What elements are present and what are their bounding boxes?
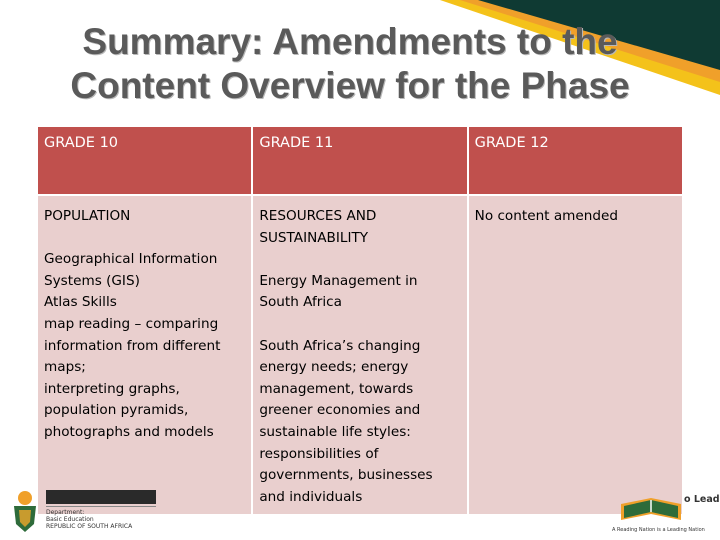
header-grade-12: GRADE 12 bbox=[468, 126, 683, 195]
grade-10-line: photographs and models bbox=[44, 423, 214, 440]
grade-10-line: map reading – comparing bbox=[44, 315, 219, 332]
grade-10-line: interpreting graphs, bbox=[44, 380, 180, 397]
page-title bbox=[20, 20, 680, 108]
grade-10-line: maps; bbox=[44, 359, 86, 376]
grade-10-line: population pyramids, bbox=[44, 402, 189, 419]
grade-11-cell bbox=[252, 195, 467, 515]
grade-12-text: No content amended bbox=[474, 208, 619, 224]
reading-nation-logo bbox=[606, 490, 720, 536]
department-logo bbox=[8, 488, 168, 536]
grade-11-line: energy needs; energy bbox=[259, 359, 409, 376]
grade-10-line: Systems (GIS) bbox=[44, 272, 140, 289]
grade-10-heading: POPULATION bbox=[44, 208, 131, 224]
partial-slogan-text: o Lead bbox=[684, 494, 720, 505]
grade-11-line: and individuals bbox=[259, 488, 363, 505]
dept-line-3: REPUBLIC OF SOUTH AFRICA bbox=[46, 523, 133, 530]
grade-10-line: Atlas Skills bbox=[44, 294, 117, 311]
grade-11-line: greener economies and bbox=[259, 402, 421, 419]
grade-11-heading-line: RESOURCES AND bbox=[259, 208, 377, 224]
title-line-2: Content Overview for the Phase bbox=[70, 65, 630, 106]
grade-11-line: South Africa’s changing bbox=[259, 337, 421, 354]
grade-10-line: Geographical Information bbox=[44, 251, 218, 268]
grade-11-sub-line: Energy Management in bbox=[259, 272, 418, 289]
table-header-row bbox=[37, 126, 683, 195]
title-line-1: Summary: Amendments to the bbox=[82, 21, 618, 62]
header-grade-10: GRADE 10 bbox=[37, 126, 252, 195]
grade-10-cell bbox=[37, 195, 252, 515]
grade-10-line: information from different bbox=[44, 337, 221, 354]
grade-11-line: governments, businesses bbox=[259, 467, 433, 484]
grade-12-cell bbox=[468, 195, 683, 515]
header-grade-11: GRADE 11 bbox=[252, 126, 467, 195]
grade-11-line: sustainable life styles: bbox=[259, 423, 411, 440]
dept-line-2: Basic Education bbox=[46, 516, 94, 523]
dept-line-1: Department: bbox=[46, 509, 85, 516]
book-icon bbox=[616, 494, 686, 524]
grade-11-line: responsibilities of bbox=[259, 445, 379, 462]
grade-11-line: management, towards bbox=[259, 380, 414, 397]
tagline: A Reading Nation is a Leading Nation bbox=[612, 527, 705, 533]
table-row bbox=[37, 195, 683, 515]
content-table bbox=[36, 125, 684, 516]
grade-11-heading-line: SUSTAINABILITY bbox=[259, 229, 369, 246]
grade-11-sub-line: South Africa bbox=[259, 294, 342, 311]
coat-of-arms-icon bbox=[8, 488, 42, 534]
